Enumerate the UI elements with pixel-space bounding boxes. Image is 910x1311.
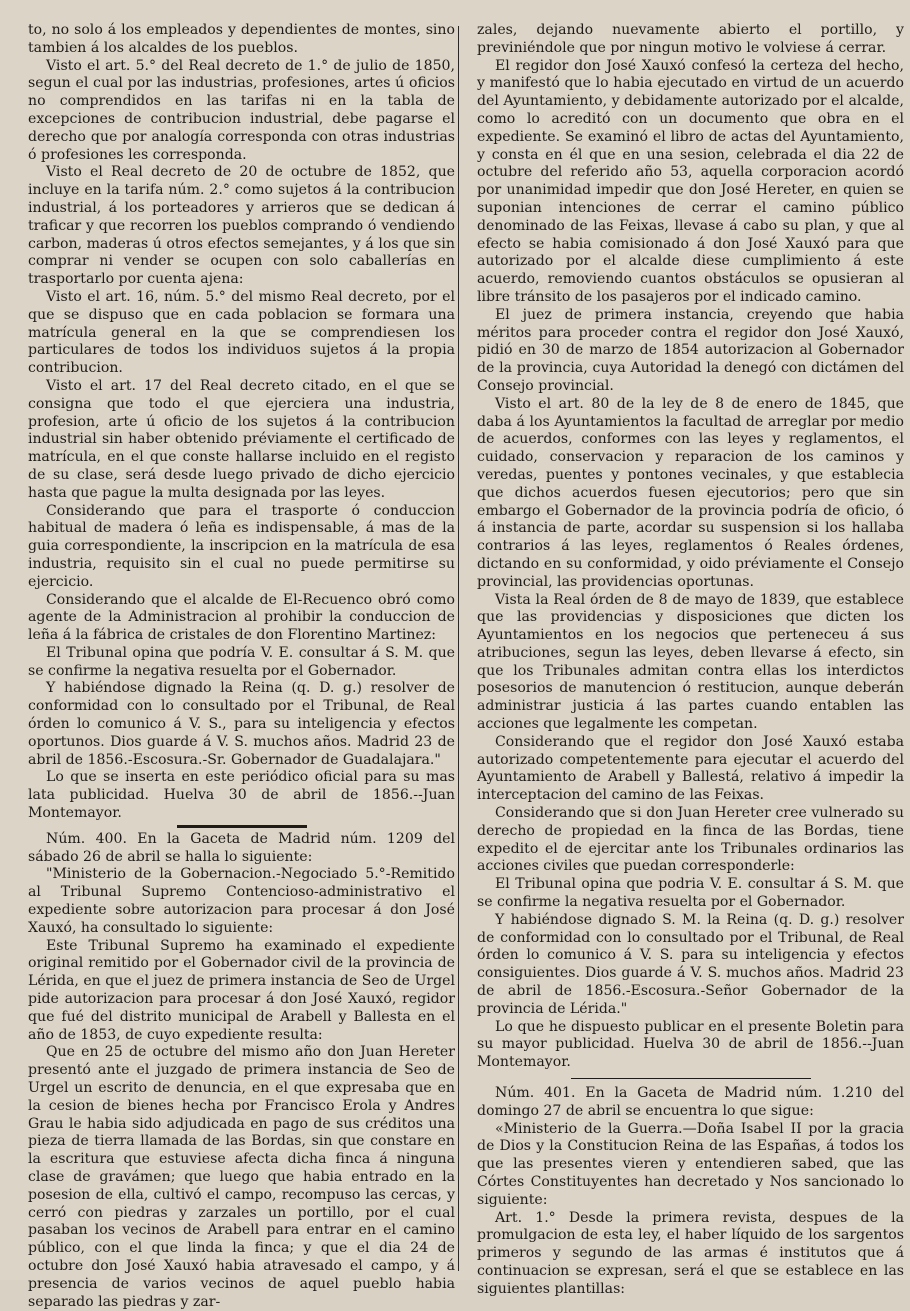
paragraph: Y habiéndose dignado S. M. la Reina (q. D. g.) resolver de conformidad con lo consultado por el Tribunal, de Real órden lo comunico á V. S. para su inteligencia y efectos consiguientes. Dios guarde á V. S. muchos años. Madrid 23 de abril de 1856.-Escosura.-Señor Gobernador de la provincia de Lérida."	[477, 911, 904, 1017]
paragraph: Visto el art. 17 del Real decreto citado, en el que se consigna que todo el que ejerciera una industria, profesion, arte ú oficio de los sujetos á la contribucion industrial sin haber obtenido préviamente el certificado de matrícula, en el que conste hallarse incluido en el registo de su clase, será desde luego privado de dicho ejercicio hasta que pague la multa designada por las leyes.	[28, 377, 455, 501]
paragraph: «Ministerio de la Guerra.—Doña Isabel II por la gracia de Dios y la Constitucion Reina de las Españas, á todos los que las presentes vieren y entendieren sabed, que las Córtes Constituyentes han decretado y Nos sancionado lo siguiente:	[477, 1120, 904, 1208]
paragraph: Núm. 400. En la Gaceta de Madrid núm. 1209 del sábado 26 de abril se halla lo siguiente:	[28, 830, 455, 865]
section-separator	[177, 825, 307, 828]
paragraph: Vista la Real órden de 8 de mayo de 1839, que establece que las providencias y disposiciones que dicten los Ayuntamientos en los negocios que perteneceu á sus atribuciones, segun las leyes, deben llevarse á efecto, sin que los Tribunales admitan contra ellas los interdictos posesorios de manutencion ó restitucion, aunque deberán administrar justicia á las partes cuando entablen las acciones que legalmente les competan.	[477, 591, 904, 733]
paragraph: to, no solo á los empleados y dependientes de montes, sino tambien á los alcaldes de los pueblos.	[28, 22, 455, 56]
column-divider	[458, 26, 459, 1271]
paragraph: Art. 1.° Desde la primera revista, despues de la promulgacion de esta ley, el haber líquido de los sargentos primeros y segundo de las armas é institutos que á continuacion se expresan, será el que se establece en las siguientes plantillas:	[477, 1209, 904, 1297]
paragraph: El Tribunal opina que podría V. E. consultar á S. M. que se confirme la negativa resuelta por el Gobernador.	[28, 644, 455, 679]
paragraph: Considerando que el regidor don José Xauxó estaba autorizado competentemente para ejecutar el acuerdo del Ayuntamiento de Arabell y Ballestá, relativo á impedir la interceptacion del camino de las Feixas.	[477, 733, 904, 804]
paragraph: Y habiéndose dignado la Reina (q. D. g.) resolver de conformidad con lo consultado por el Tribunal, de Real órden lo comunico á V. S., para su inteligencia y efectos oportunos. Dios guarde á V. S. muchos años. Madrid 23 de abril de 1856.-Escosura.-Sr. Gobernador de Guadalajara."	[28, 680, 455, 768]
paragraph: Que en 25 de octubre del mismo año don Juan Hereter presentó ante el juzgado de primera instancia de Seo de Urgel un escrito de denuncia, en el que expresaba que en la cesion de bienes hecha por Francisco Erola y Andres Grau le habia sido adjudicada en pago de sus créditos una pieza de tierra llamada de las Bordas, sin que constare en la escritura que estuviese afecta dicha finca á ninguna clase de gravámen; que luego que habia entrado en la posesion de ella, cultivó el campo, recompuso las cercas, y cerró con piedras y zarzales un portillo, por el cual pasaban los vecinos de Arabell para entrar en el camino público, con el que linda la finca; y que el dia 24 de octubre don José Xauxó habia atravesado el campo, y á presencia de varios vecinos de aquel pueblo habia separado las piedras y zar-	[28, 1044, 455, 1310]
right-column	[471, 22, 904, 1297]
paragraph: Considerando que para el trasporte ó conduccion habitual de madera ó leña es indispensable, á mas de la guia correspondiente, la inscripcion en la matrícula de esa industria, requisito sin el cual no puede permitirse su ejercicio.	[28, 502, 455, 590]
section-separator	[571, 1078, 811, 1079]
paragraph: Núm. 401. En la Gaceta de Madrid núm. 1.210 del domingo 27 de abril se encuentra lo que sigue:	[477, 1085, 904, 1119]
paragraph: Considerando que si don Juan Hereter cree vulnerado su derecho de propiedad en la finca de las Bordas, tiene expedito el de ejercitar ante los Tribunales ordinarios las acciones civiles que puedan corresponderle:	[477, 805, 904, 875]
paragraph: Visto el Real decreto de 20 de octubre de 1852, que incluye en la tarifa núm. 2.° como sujetos á la contribucion industrial, á los porteadores y arrieros que se dedican á traficar y que recorren los pueblos comprando ó vendiendo carbon, maderas ú otros efectos semejantes, y á los que sin comprar ni vender se ocupen con solo caballerías en trasportarlo por cuenta ajena:	[28, 164, 455, 288]
paragraph: Visto el art. 16, núm. 5.° del mismo Real decreto, por el que se dispuso que en cada poblacion se formara una matrícula general en la que se comprendiesen los particulares de todos los individuos sujetos á la propia contribucion.	[28, 288, 455, 377]
paragraph: Visto el art. 5.° del Real decreto de 1.° de julio de 1850, segun el cual por las industrias, profesiones, artes ú oficios no comprendidos en las tarifas ni en la tabla de excepciones de contribucion industrial, debe pagarse el derecho que por analogía corresponda con otras industrias ó profesiones les corresponda.	[28, 57, 455, 163]
paragraph: Este Tribunal Supremo ha examinado el expediente original remitido por el Gobernador civil de la provincia de Lérida, en que el juez de primera instancia de Seo de Urgel pide autorizacion para procesar á don José Xauxó, regidor que fué del distrito municipal de Arabell y Ballesta en el año de 1853, de cuyo expediente resulta:	[28, 937, 455, 1043]
paragraph: El Tribunal opina que podria V. E. consultar á S. M. que se confirme la negativa resuelta por el Gobernador.	[477, 876, 904, 911]
paragraph: Lo que he dispuesto publicar en el presente Boletin para su mayor publicidad. Huelva 30 de abril de 1856.--Juan Montemayor.	[477, 1018, 904, 1071]
left-column	[28, 22, 461, 1310]
paragraph: El regidor don José Xauxó confesó la certeza del hecho, y manifestó que lo habia ejecutado en virtud de un acuerdo del Ayuntamiento, y debidamente autorizado por el alcalde, como lo acreditó con un documento que obra en el expediente. Se examinó el libro de actas del Ayuntamiento, y consta en él que en una sesion, celebrada el dia 22 de octubre del referido año 53, aquella corporacion acordó por unanimidad impedir que don José Hereter, en quien se suponian intenciones de cerrar el camino público denominado de las Feixas, llevase á cabo su plan, y que al efecto se habia comisionado á don José Xauxó para que autorizado por el alcalde diese cumplimiento á este acuerdo, removiendo cuantos obstáculos se opusieran al libre tránsito de los pasajeros por el indicado camino.	[477, 57, 904, 305]
paragraph: "Ministerio de la Gobernacion.-Negociado 5.°-Remitido al Tribunal Supremo Contencioso-administrativo el expediente sobre autorizacion para procesar á don José Xauxó, ha consultado lo siguiente:	[28, 866, 455, 936]
paragraph: Considerando que el alcalde de El-Recuenco obró como agente de la Administracion al prohibir la conduccion de leña á la fábrica de cristales de don Florentino Martinez:	[28, 591, 455, 644]
paragraph: zales, dejando nuevamente abierto el portillo, y previniéndole que por ningun motivo le volviese á cerrar.	[477, 22, 904, 56]
paragraph: El juez de primera instancia, creyendo que habia méritos para proceder contra el regidor don José Xauxó, pidió en 30 de marzo de 1854 autorizacion al Gobernador de la provincia, cuya Autoridad la denegó con dictámen del Consejo provincial.	[477, 306, 904, 394]
paragraph: Lo que se inserta en este periódico oficial para su mas lata publicidad. Huelva 30 de abril de 1856.--Juan Montemayor.	[28, 769, 455, 822]
paragraph: Visto el art. 80 de la ley de 8 de enero de 1845, que daba á los Ayuntamientos la facultad de arreglar por medio de acuerdos, conformes con las leyes y reglamentos, el cuidado, conservacion y reparacion de los caminos y veredas, puentes y pontones vecinales, y que establecia que dichos acuerdos fuesen ejecutorios; pero que sin embargo el Gobernador de la provincia podría de oficio, ó á instancia de parte, acordar su suspension si los hallaba contrarios á las leyes, reglamentos ó Reales órdenes, dictando en su conformidad, y oido préviamente el Consejo provincial, las providencias oportunas.	[477, 395, 904, 590]
